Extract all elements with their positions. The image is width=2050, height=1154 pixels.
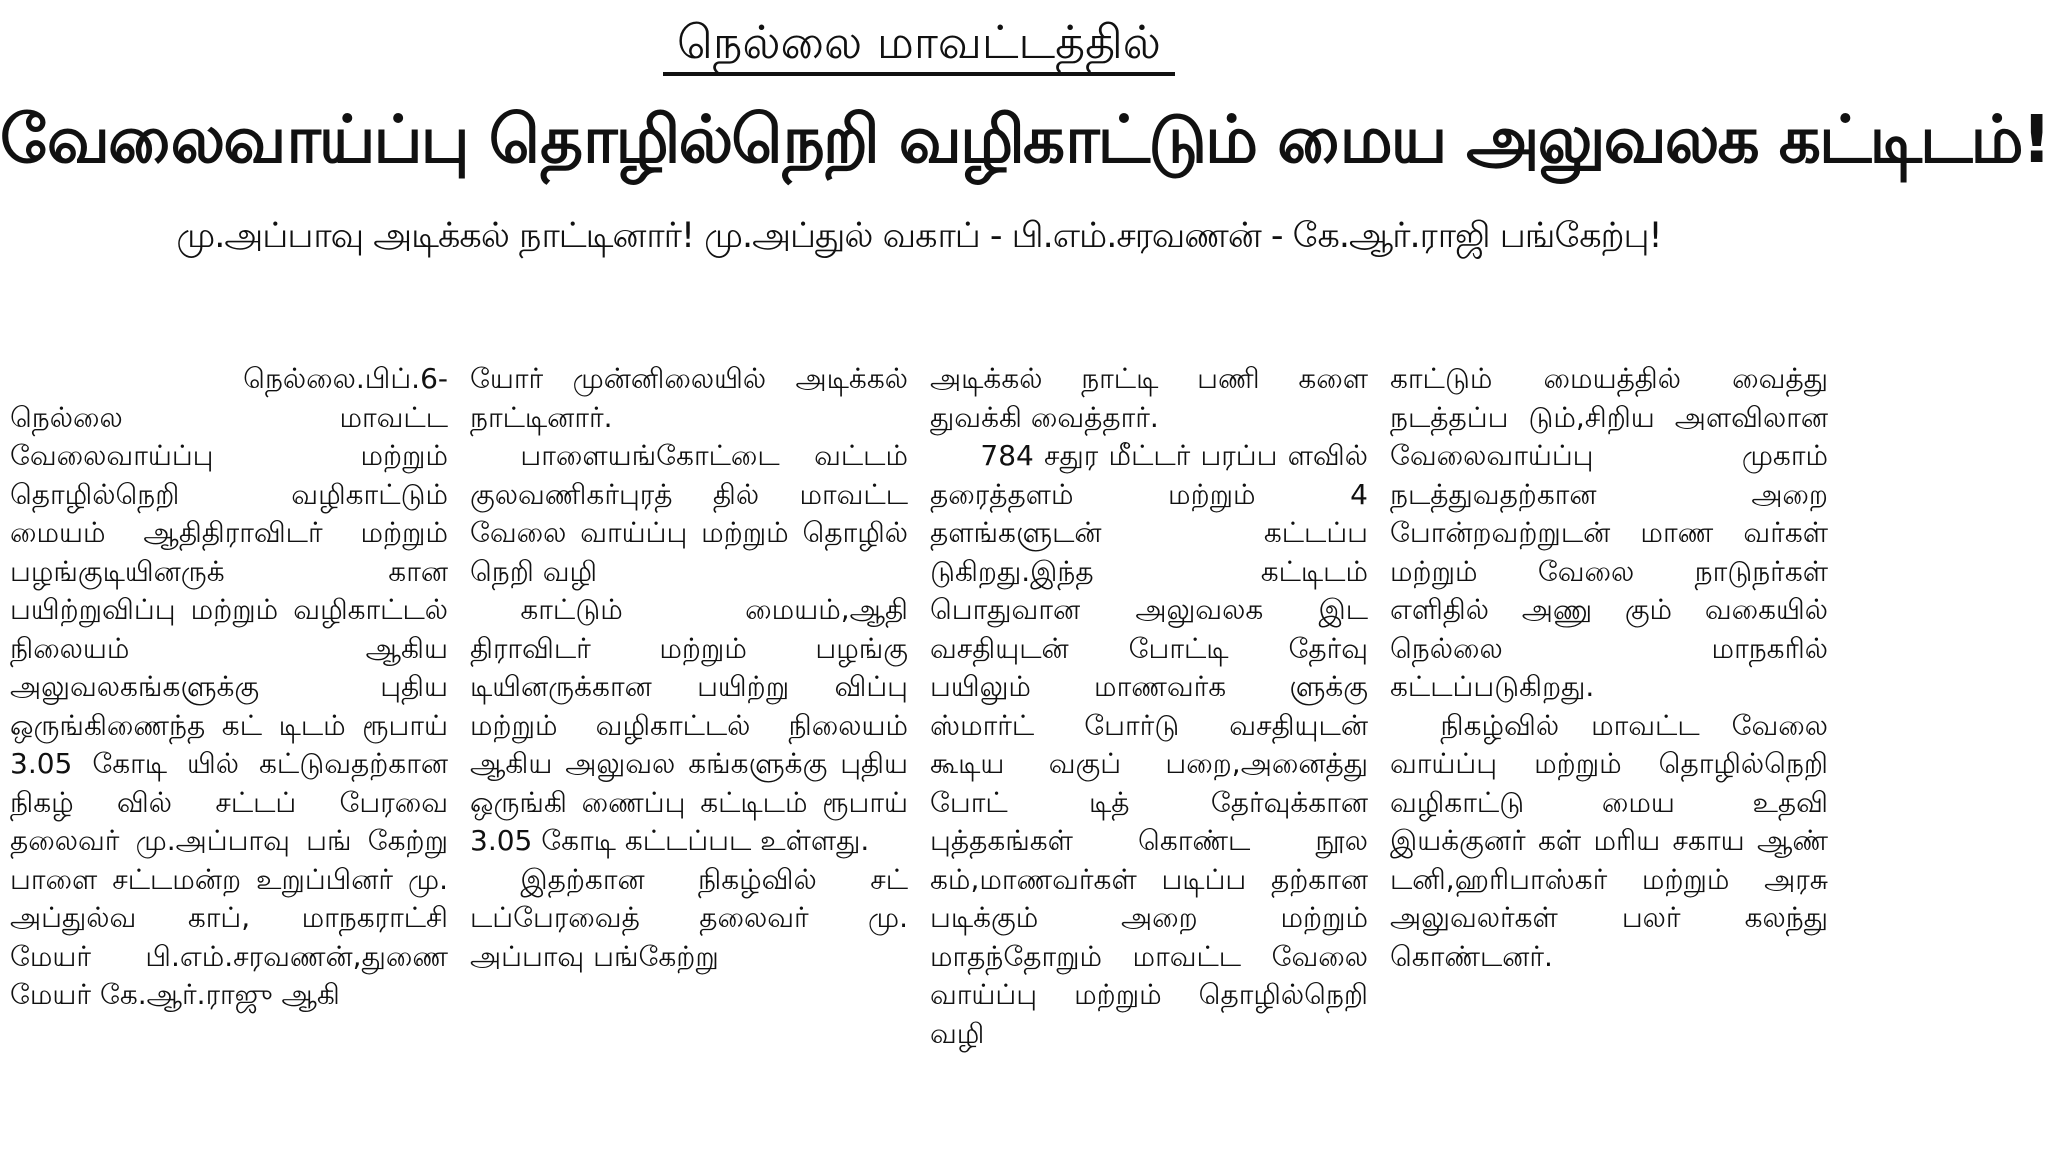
dateline: நெல்லை.பிப்.6- xyxy=(243,362,448,395)
paragraph: காட்டும் மையத்தில் வைத்து நடத்தப்ப டும்,சிறிய அளவிலான வேலைவாய்ப்பு முகாம் நடத்துவதற்கான அறை போன்றவற்றுடன் மாண வர்கள் மற்றும் வேலை நாடுநர்கள் எளிதில் அணு கும் வகையில் நெல்லை மாநகரில் கட்டப்படுகிறது. xyxy=(1390,362,1828,703)
paragraph: யோர் முன்னிலையில் அடிக்கல் நாட்டினார். xyxy=(470,362,908,434)
column-1 xyxy=(10,360,448,1154)
subhead: மு.அப்பாவு அடிக்கல் நாட்டினார்! மு.அப்துல் வகாப் - பி.எம்.சரவணன் - கே.ஆர்.ராஜி பங்கேற்பு! xyxy=(176,216,1662,256)
paragraph: நெல்லை மாவட்ட வேலைவாய்ப்பு மற்றும் தொழில்நெறி வழிகாட்டும் மையம் ஆதிதிராவிடர் மற்றும் பழங்குடியினருக் கான பயிற்றுவிப்பு மற்றும் வழிகாட்டல் நிலையம் ஆகிய அலுவலகங்களுக்கு புதிய ஒருங்கிணைந்த கட் டிடம் ரூபாய் 3.05 கோடி யில் கட்டுவதற்கான நிகழ் வில் சட்டப் பேரவை தலைவர் மு.அப்பாவு பங் கேற்று பாளை சட்டமன்ற உறுப்பினர் மு. அப்துல்வ காப், மாநகராட்சி மேயர் பி.எம்.சரவணன்,துணை மேயர் கே.ஆர்.ராஜு ஆகி xyxy=(10,400,448,1011)
column-3 xyxy=(930,360,1368,1154)
column-4 xyxy=(1390,360,1828,1154)
paragraph: அடிக்கல் நாட்டி பணி களை துவக்கி வைத்தார். xyxy=(930,362,1368,434)
paragraph: நிகழ்வில் மாவட்ட வேலை வாய்ப்பு மற்றும் தொழில்நெறி வழிகாட்டு மைய உதவி இயக்குனர் கள் மரிய சகாய ஆண் டனி,ஹரிபாஸ்கர் மற்றும் அரசு அலுவலர்கள் பலர் கலந்து கொண்டனர். xyxy=(1390,708,1828,973)
paragraph: காட்டும் மையம்,ஆதி திராவிடர் மற்றும் பழங்கு டியினருக்கான பயிற்று விப்பு மற்றும் வழிகாட்டல் நிலையம் ஆகிய அலுவல கங்களுக்கு புதிய ஒருங்கி ணைப்பு கட்டிடம் ரூபாய் 3.05 கோடி கட்டப்பட உள்ளது. xyxy=(470,593,908,857)
column-2 xyxy=(470,360,908,1154)
article-body xyxy=(10,360,1828,1154)
paragraph: இதற்கான நிகழ்வில் சட் டப்பேரவைத் தலைவர் மு. அப்பாவு பங்கேற்று xyxy=(470,862,908,973)
headline: வேலைவாய்ப்பு தொழில்நெறி வழிகாட்டும் மைய அலுவலக கட்டிடம்! xyxy=(0,101,2050,178)
kicker: நெல்லை மாவட்டத்தில் xyxy=(663,14,1175,76)
paragraph: 784 சதுர மீட்டர் பரப்ப ளவில் தரைத்தளம் மற்றும் 4 தளங்களுடன் கட்டப்ப டுகிறது.இந்த கட்டிடம் பொதுவான அலுவலக இட வசதியுடன் போட்டி தேர்வு பயிலும் மாணவர்க ளுக்கு ஸ்மார்ட் போர்டு வசதியுடன் கூடிய வகுப் பறை,அனைத்து போட் டித் தேர்வுக்கான புத்தகங்கள் கொண்ட நூல கம்,மாணவர்கள் படிப்ப தற்கான படிக்கும் அறை மற்றும் மாதந்தோறும் மாவட்ட வேலை வாய்ப்பு மற்றும் தொழில்நெறி வழி xyxy=(930,439,1368,1050)
kicker-wrap xyxy=(0,0,1838,84)
paragraph: பாளையங்கோட்டை வட்டம் குலவணிகர்புரத் தில் மாவட்ட வேலை வாய்ப்பு மற்றும் தொழில் நெறி வழி xyxy=(470,439,908,588)
